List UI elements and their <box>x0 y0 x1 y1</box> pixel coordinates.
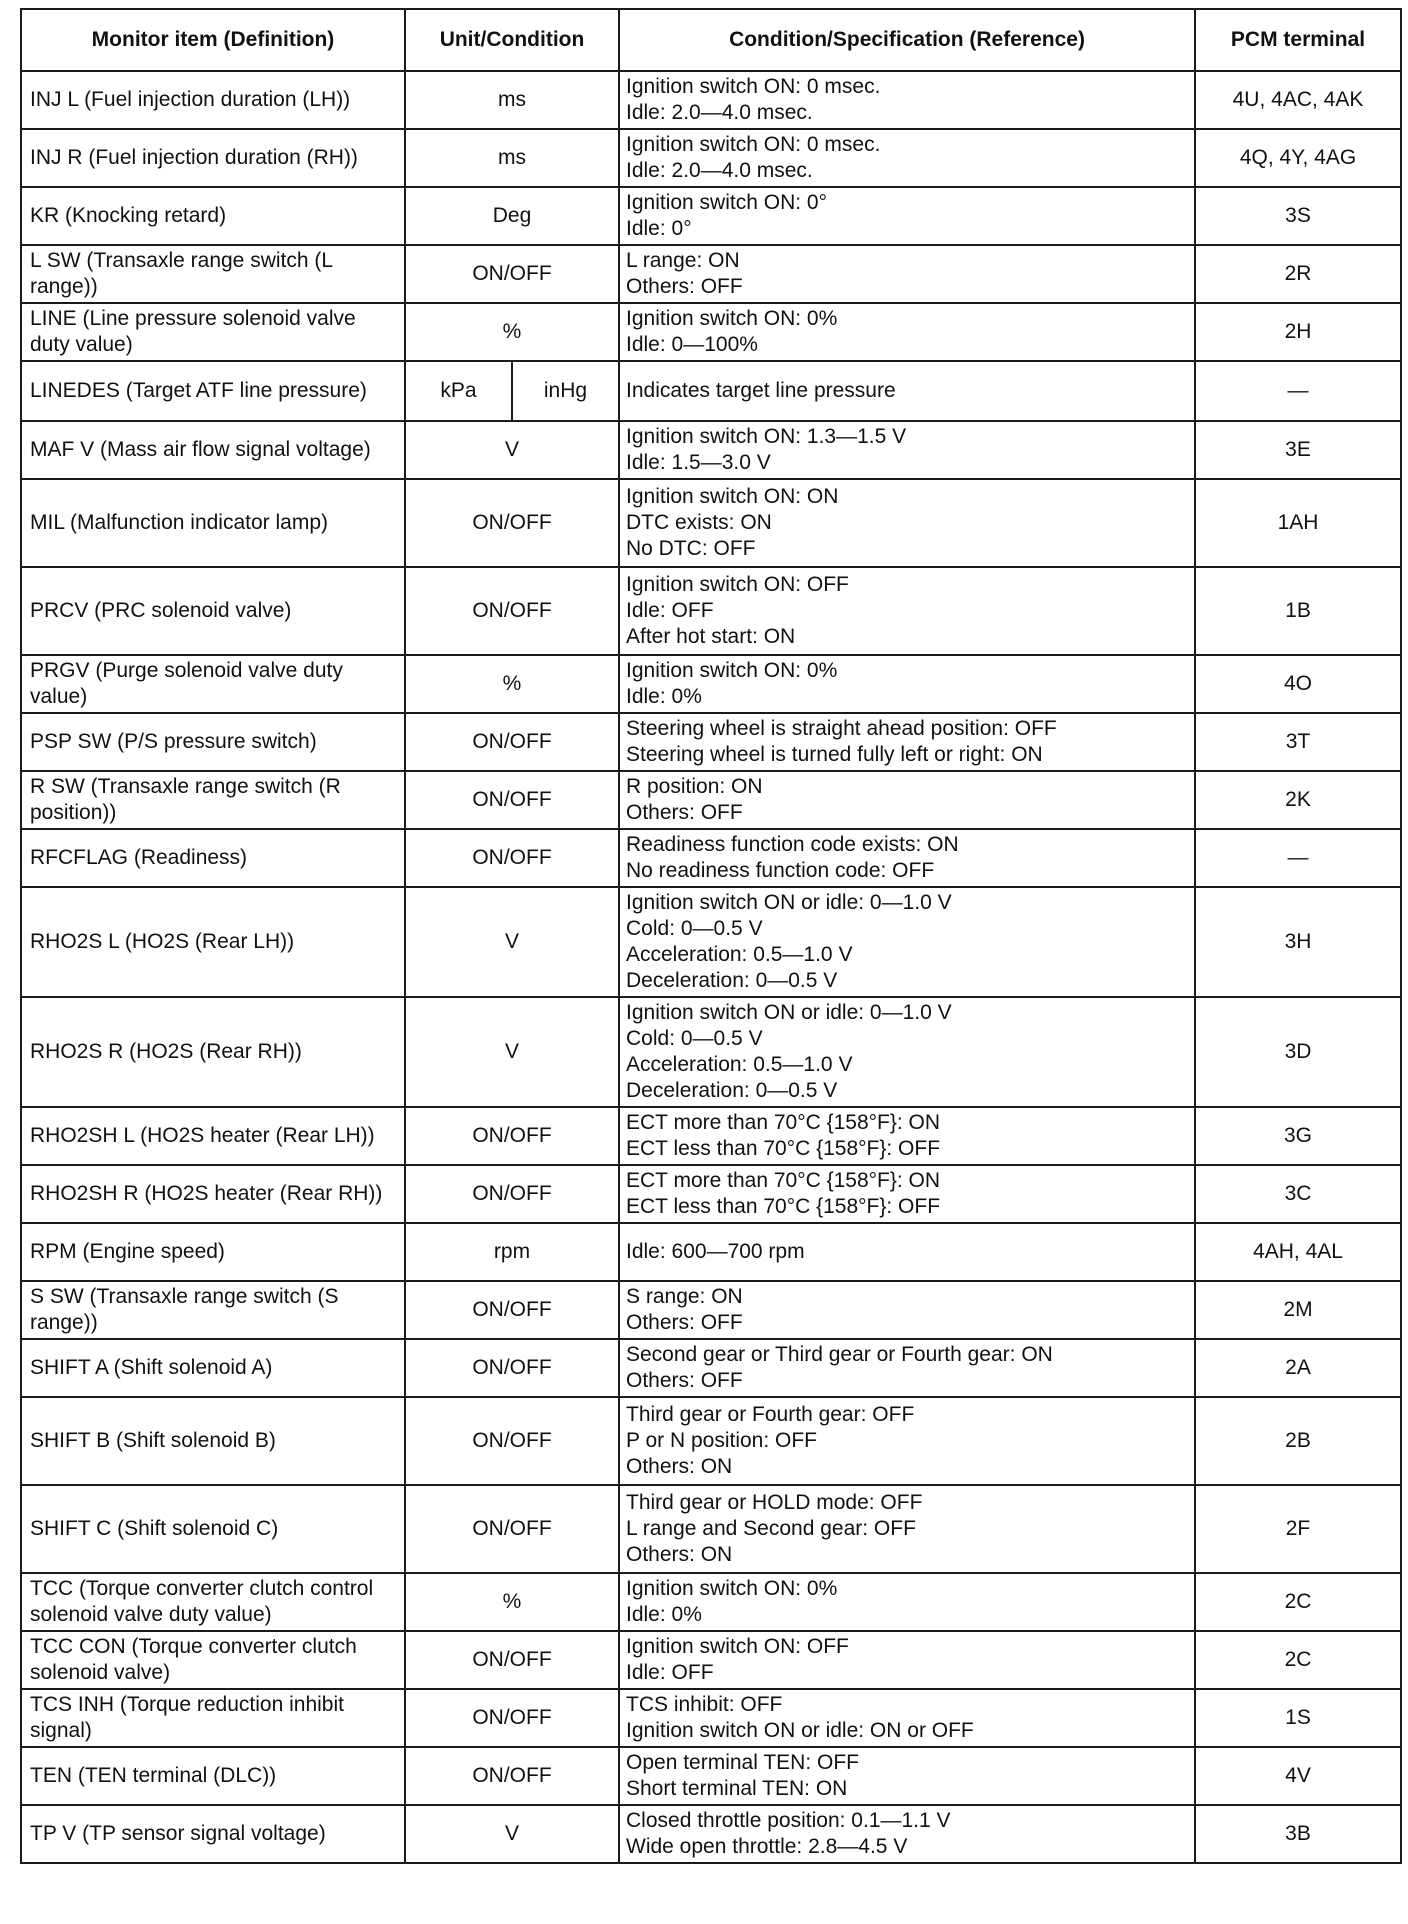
condition-cell <box>619 187 1195 245</box>
monitor-item-cell: SHIFT B (Shift solenoid B) <box>21 1397 405 1485</box>
condition-line: Acceleration: 0.5—1.0 V <box>626 1053 853 1076</box>
header-row <box>21 9 1401 71</box>
condition-line: ECT less than 70°C {158°F}: OFF <box>626 1137 941 1160</box>
unit-cell: ON/OFF <box>405 1747 619 1805</box>
table-body <box>21 71 1401 1863</box>
pcm-terminal-cell: 3T <box>1195 713 1401 771</box>
condition-cell <box>619 829 1195 887</box>
condition-line: Wide open throttle: 2.8—4.5 V <box>626 1835 908 1858</box>
condition-line: Ignition switch ON: OFF <box>626 573 849 596</box>
condition-line: S range: ON <box>626 1285 743 1308</box>
condition-line: Open terminal TEN: OFF <box>626 1751 860 1774</box>
table-row <box>21 479 1401 567</box>
table-row <box>21 1223 1401 1281</box>
table-row <box>21 1281 1401 1339</box>
monitor-item-cell: KR (Knocking retard) <box>21 187 405 245</box>
condition-line: Ignition switch ON: 0 msec. <box>626 75 881 98</box>
condition-line: L range: ON <box>626 249 740 272</box>
condition-line: After hot start: ON <box>626 625 796 648</box>
condition-line: Deceleration: 0—0.5 V <box>626 969 838 992</box>
pcm-terminal-cell: 4U, 4AC, 4AK <box>1195 71 1401 129</box>
table-row <box>21 1573 1401 1631</box>
condition-line: Steering wheel is turned fully left or right: ON <box>626 743 1043 766</box>
unit-cell: ON/OFF <box>405 713 619 771</box>
monitor-item-cell: INJ R (Fuel injection duration (RH)) <box>21 129 405 187</box>
condition-line: Others: OFF <box>626 801 743 824</box>
table-row <box>21 1747 1401 1805</box>
monitor-item-cell: INJ L (Fuel injection duration (LH)) <box>21 71 405 129</box>
unit-cell: V <box>405 421 619 479</box>
condition-line: Ignition switch ON: 1.3—1.5 V <box>626 425 907 448</box>
condition-line: Idle: 0—100% <box>626 333 758 356</box>
condition-cell <box>619 1573 1195 1631</box>
condition-line: Deceleration: 0—0.5 V <box>626 1079 838 1102</box>
unit-cell: ON/OFF <box>405 1485 619 1573</box>
pcm-terminal-cell: 2C <box>1195 1631 1401 1689</box>
monitor-table-page <box>20 8 1400 1864</box>
condition-line: L range and Second gear: OFF <box>626 1517 916 1540</box>
condition-line: Others: OFF <box>626 1369 743 1392</box>
unit-split-group <box>406 362 618 420</box>
unit-cell: ON/OFF <box>405 1631 619 1689</box>
condition-cell <box>619 771 1195 829</box>
condition-cell <box>619 1689 1195 1747</box>
condition-line: Idle: 1.5—3.0 V <box>626 451 771 474</box>
condition-line: Ignition switch ON: 0% <box>626 659 838 682</box>
table-row <box>21 713 1401 771</box>
monitor-item-cell: LINEDES (Target ATF line pressure) <box>21 361 405 421</box>
unit-cell: V <box>405 887 619 997</box>
unit-cell: Deg <box>405 187 619 245</box>
condition-line: R position: ON <box>626 775 763 798</box>
pcm-terminal-cell: 3B <box>1195 1805 1401 1863</box>
condition-cell <box>619 303 1195 361</box>
monitor-item-cell: SHIFT A (Shift solenoid A) <box>21 1339 405 1397</box>
condition-cell <box>619 129 1195 187</box>
condition-line: Idle: 0% <box>626 685 702 708</box>
unit-cell: ON/OFF <box>405 1689 619 1747</box>
condition-line: Closed throttle position: 0.1—1.1 V <box>626 1809 951 1832</box>
unit-cell: ON/OFF <box>405 1107 619 1165</box>
condition-cell <box>619 71 1195 129</box>
condition-cell <box>619 361 1195 421</box>
condition-line: No DTC: OFF <box>626 537 756 560</box>
unit-cell-split <box>405 361 619 421</box>
unit-cell: ON/OFF <box>405 479 619 567</box>
table-row <box>21 829 1401 887</box>
unit-cell: ON/OFF <box>405 1281 619 1339</box>
condition-line: Ignition switch ON: OFF <box>626 1635 849 1658</box>
pcm-terminal-cell: 2C <box>1195 1573 1401 1631</box>
unit-cell: ON/OFF <box>405 245 619 303</box>
condition-cell <box>619 1223 1195 1281</box>
unit-cell: ON/OFF <box>405 829 619 887</box>
condition-line: Ignition switch ON or idle: 0—1.0 V <box>626 1001 952 1024</box>
condition-line: Idle: OFF <box>626 1661 714 1684</box>
condition-cell <box>619 1485 1195 1573</box>
header-monitor-item: Monitor item (Definition) <box>21 9 405 71</box>
monitor-item-cell: TEN (TEN terminal (DLC)) <box>21 1747 405 1805</box>
monitor-item-cell: RFCFLAG (Readiness) <box>21 829 405 887</box>
pcm-terminal-cell: 3D <box>1195 997 1401 1107</box>
pcm-terminal-cell: — <box>1195 829 1401 887</box>
condition-line: Readiness function code exists: ON <box>626 833 959 856</box>
unit-cell: ms <box>405 129 619 187</box>
monitor-item-cell: S SW (Transaxle range switch (S range)) <box>21 1281 405 1339</box>
monitor-item-cell: RHO2SH L (HO2S heater (Rear LH)) <box>21 1107 405 1165</box>
table-row <box>21 1689 1401 1747</box>
condition-cell <box>619 1339 1195 1397</box>
condition-line: Ignition switch ON: 0% <box>626 1577 838 1600</box>
condition-line: Cold: 0—0.5 V <box>626 917 763 940</box>
condition-cell <box>619 1281 1195 1339</box>
monitor-item-cell: RHO2SH R (HO2S heater (Rear RH)) <box>21 1165 405 1223</box>
table-row <box>21 1485 1401 1573</box>
condition-line: Idle: 600—700 rpm <box>626 1240 805 1263</box>
condition-line: Cold: 0—0.5 V <box>626 1027 763 1050</box>
condition-line: Idle: OFF <box>626 599 714 622</box>
condition-line: Ignition switch ON: 0% <box>626 307 838 330</box>
condition-cell <box>619 1107 1195 1165</box>
table-row <box>21 1107 1401 1165</box>
condition-line: Others: OFF <box>626 1311 743 1334</box>
condition-line: Others: ON <box>626 1455 733 1478</box>
monitor-item-cell: PRGV (Purge solenoid valve duty value) <box>21 655 405 713</box>
condition-cell <box>619 1397 1195 1485</box>
table-row <box>21 771 1401 829</box>
condition-line: Steering wheel is straight ahead position: OFF <box>626 717 1057 740</box>
condition-line: Idle: 2.0—4.0 msec. <box>626 101 813 124</box>
pcm-terminal-cell: 2A <box>1195 1339 1401 1397</box>
condition-cell <box>619 567 1195 655</box>
table-row <box>21 1165 1401 1223</box>
monitor-item-cell: R SW (Transaxle range switch (R position)) <box>21 771 405 829</box>
monitor-item-cell: TCS INH (Torque reduction inhibit signal) <box>21 1689 405 1747</box>
condition-cell <box>619 1747 1195 1805</box>
condition-cell <box>619 1165 1195 1223</box>
condition-line: Acceleration: 0.5—1.0 V <box>626 943 853 966</box>
pcm-terminal-cell: 4V <box>1195 1747 1401 1805</box>
pcm-terminal-cell: 3G <box>1195 1107 1401 1165</box>
pcm-terminal-cell: 4Q, 4Y, 4AG <box>1195 129 1401 187</box>
unit-cell: ON/OFF <box>405 771 619 829</box>
pcm-terminal-cell: 3E <box>1195 421 1401 479</box>
condition-line: Idle: 0° <box>626 217 692 240</box>
unit-cell: ON/OFF <box>405 567 619 655</box>
condition-line: ECT more than 70°C {158°F}: ON <box>626 1111 941 1134</box>
condition-line: Idle: 0% <box>626 1603 702 1626</box>
unit-cell: ms <box>405 71 619 129</box>
monitor-item-cell: MAF V (Mass air flow signal voltage) <box>21 421 405 479</box>
pcm-terminal-cell: 4AH, 4AL <box>1195 1223 1401 1281</box>
unit-cell: ON/OFF <box>405 1397 619 1485</box>
pcm-terminal-cell: 4O <box>1195 655 1401 713</box>
monitor-item-cell: PSP SW (P/S pressure switch) <box>21 713 405 771</box>
condition-line: Ignition switch ON or idle: ON or OFF <box>626 1719 974 1742</box>
condition-cell <box>619 655 1195 713</box>
table-row <box>21 1805 1401 1863</box>
table-row <box>21 997 1401 1107</box>
condition-line: Others: OFF <box>626 275 743 298</box>
pcm-terminal-cell: 3S <box>1195 187 1401 245</box>
table-row <box>21 421 1401 479</box>
table-row <box>21 187 1401 245</box>
condition-line: TCS inhibit: OFF <box>626 1693 783 1716</box>
unit-cell: ON/OFF <box>405 1339 619 1397</box>
table-row <box>21 655 1401 713</box>
unit-cell: % <box>405 655 619 713</box>
condition-cell <box>619 1805 1195 1863</box>
condition-line: Ignition switch ON or idle: 0—1.0 V <box>626 891 952 914</box>
monitor-item-cell: L SW (Transaxle range switch (L range)) <box>21 245 405 303</box>
table-row <box>21 361 1401 421</box>
monitor-item-cell: MIL (Malfunction indicator lamp) <box>21 479 405 567</box>
monitor-item-cell: RHO2S L (HO2S (Rear LH)) <box>21 887 405 997</box>
unit-cell: V <box>405 997 619 1107</box>
header-condition-specification: Condition/Specification (Reference) <box>619 9 1195 71</box>
pcm-terminal-cell: 3H <box>1195 887 1401 997</box>
condition-line: Ignition switch ON: ON <box>626 485 839 508</box>
condition-line: No readiness function code: OFF <box>626 859 935 882</box>
table-row <box>21 129 1401 187</box>
unit-cell: % <box>405 303 619 361</box>
condition-line: Idle: 2.0—4.0 msec. <box>626 159 813 182</box>
condition-line: Ignition switch ON: 0° <box>626 191 827 214</box>
header-unit-condition: Unit/Condition <box>405 9 619 71</box>
table-row <box>21 1397 1401 1485</box>
monitor-item-cell: SHIFT C (Shift solenoid C) <box>21 1485 405 1573</box>
table-row <box>21 71 1401 129</box>
table-row <box>21 887 1401 997</box>
monitor-item-cell: LINE (Line pressure solenoid valve duty value) <box>21 303 405 361</box>
unit-cell: % <box>405 1573 619 1631</box>
table-row <box>21 303 1401 361</box>
condition-line: Third gear or Fourth gear: OFF <box>626 1403 915 1426</box>
pcm-terminal-cell: 1B <box>1195 567 1401 655</box>
table-row <box>21 567 1401 655</box>
condition-cell <box>619 997 1195 1107</box>
condition-line: Second gear or Third gear or Fourth gear: ON <box>626 1343 1053 1366</box>
unit-cell: rpm <box>405 1223 619 1281</box>
condition-cell <box>619 479 1195 567</box>
table-row <box>21 245 1401 303</box>
condition-line: ECT less than 70°C {158°F}: OFF <box>626 1195 941 1218</box>
pcm-terminal-cell: 1S <box>1195 1689 1401 1747</box>
table-row <box>21 1339 1401 1397</box>
pcm-terminal-cell: 2H <box>1195 303 1401 361</box>
pcm-terminal-cell: 3C <box>1195 1165 1401 1223</box>
condition-line: DTC exists: ON <box>626 511 772 534</box>
pcm-terminal-cell: 2M <box>1195 1281 1401 1339</box>
condition-line: Others: ON <box>626 1543 733 1566</box>
unit-split-value: inHg <box>543 379 588 402</box>
monitor-item-cell: PRCV (PRC solenoid valve) <box>21 567 405 655</box>
condition-cell <box>619 887 1195 997</box>
pcm-terminal-cell: — <box>1195 361 1401 421</box>
header-pcm-terminal: PCM terminal <box>1195 9 1401 71</box>
monitor-item-cell: RHO2S R (HO2S (Rear RH)) <box>21 997 405 1107</box>
condition-line: Third gear or HOLD mode: OFF <box>626 1491 923 1514</box>
pid-monitor-table <box>20 8 1402 1864</box>
pcm-terminal-cell: 1AH <box>1195 479 1401 567</box>
unit-cell: ON/OFF <box>405 1165 619 1223</box>
monitor-item-cell: TCC CON (Torque converter clutch solenoid valve) <box>21 1631 405 1689</box>
condition-line: Ignition switch ON: 0 msec. <box>626 133 881 156</box>
pcm-terminal-cell: 2F <box>1195 1485 1401 1573</box>
condition-line: Indicates target line pressure <box>626 379 896 402</box>
pcm-terminal-cell: 2B <box>1195 1397 1401 1485</box>
condition-cell <box>619 421 1195 479</box>
unit-cell: V <box>405 1805 619 1863</box>
condition-line: P or N position: OFF <box>626 1429 818 1452</box>
pcm-terminal-cell: 2R <box>1195 245 1401 303</box>
unit-split-value: kPa <box>406 362 513 420</box>
monitor-item-cell: TCC (Torque converter clutch control solenoid valve duty value) <box>21 1573 405 1631</box>
monitor-item-cell: TP V (TP sensor signal voltage) <box>21 1805 405 1863</box>
monitor-item-cell: RPM (Engine speed) <box>21 1223 405 1281</box>
condition-line: Short terminal TEN: ON <box>626 1777 848 1800</box>
condition-cell <box>619 713 1195 771</box>
table-row <box>21 1631 1401 1689</box>
condition-cell <box>619 245 1195 303</box>
pcm-terminal-cell: 2K <box>1195 771 1401 829</box>
condition-cell <box>619 1631 1195 1689</box>
condition-line: ECT more than 70°C {158°F}: ON <box>626 1169 941 1192</box>
